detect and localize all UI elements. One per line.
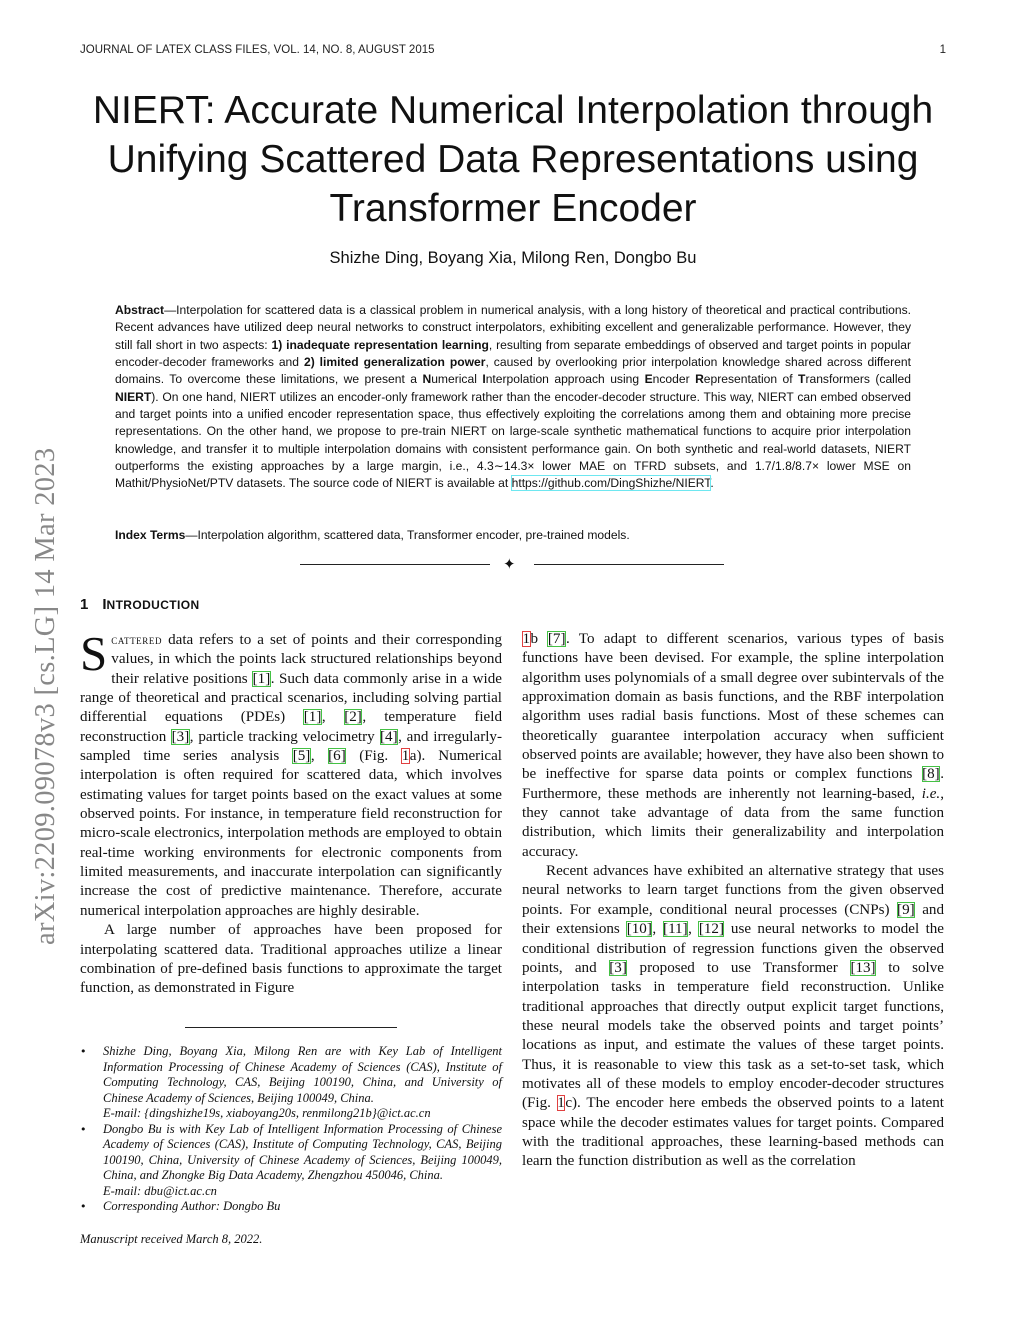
divider-line-right [534,564,724,565]
arxiv-stamp: arXiv:2209.09078v3 [cs.LG] 14 Mar 2023 [30,447,61,945]
index-terms [115,528,911,542]
right-column [522,630,944,1172]
acronym-niert: NIERT [115,389,152,404]
intro-text: use neural networks to model the conditional distribution of regression functions given the observed points, and [522,921,945,976]
page-number: 1 [939,44,946,56]
acronym-letter-e: E [644,372,653,387]
abstract-text-2: , resulting from separate embeddings of observed and target points in popular encoder-decoder frameworks and [115,337,911,370]
intro-text: . To adapt to different scenarios, various types of basis functions have been devised. For example, the spline interpolation algorithm uses polynomials of a small degree over subintervals of the approximation domain as basis functions, and the RBF interpolation algorithm uses radial basis functions. Most of these schemes can theoretically guarantee interpolation accuracy when sufficient observed points are available; however, they have also been shown to be ineffective for sparse data points or complex functions [522,631,944,783]
acronym-letter-r: R [695,372,704,387]
intro-text: data refers to a set of points and their corresponding values, in which the points lack structured relationships beyond their relative positions [111,632,502,687]
italic-ie: i.e. [921,785,941,802]
intro-paragraph-2 [80,921,502,998]
section-heading [80,596,500,613]
citation-link[interactable]: [4] [380,728,398,745]
intro-paragraph-2-cont [522,630,944,862]
journal-name: JOURNAL OF LATEX CLASS FILES, VOL. 14, NO. 8, AUGUST 2015 [80,44,435,56]
footnote-email: E-mail: {dingshizhe19s, xiaboyang20s, renmilong21b}@ict.ac.cn [103,1106,431,1120]
section-title-rest: NTRODUCTION [106,598,200,612]
bullet-icon: • [80,1045,87,1058]
citation-link[interactable]: [9] [897,901,915,918]
manuscript-received: Manuscript received March 8, 2022. [80,1232,263,1246]
drop-cap: S [80,626,108,681]
citation-link[interactable]: [10] [626,921,652,938]
footnote-email: E-mail: dbu@ict.ac.cn [103,1183,217,1198]
index-terms-dash: — [185,528,198,542]
citation-link[interactable]: [6] [328,748,346,765]
intro-text: (Fig. [346,748,402,765]
intro-text: , [688,921,699,938]
divider-line-left [300,564,490,565]
citation-link[interactable]: [2] [344,709,362,726]
abstract-bold-1: 1) inadequate representation learning [271,337,489,352]
footnote-affiliation-2 [80,1122,502,1200]
figure-link[interactable]: 1 [401,748,410,765]
section-number: 1 [80,596,89,613]
footnote-corresponding [80,1199,502,1215]
intro-text: b [530,631,548,647]
abstract-label: Abstract [115,303,165,317]
intro-text: , [310,748,328,765]
intro-text: c). The encoder here embeds the observed points to a latent space while the decoder estimates values for target points. Compared with the traditional approaches, these learning-based methods can learn the function distribution as well as the correlation [522,1095,944,1170]
acronym-rest-r: epresentation of [703,372,799,387]
acronym-rest-t: ransformers (called [805,372,912,387]
section-divider [300,554,724,574]
acronym-rest-e: ncoder [652,372,696,387]
intro-text: , they cannot take advantage of data from the same function distribution, which limits their generalizability and interpolation accuracy. [522,785,944,860]
abstract [115,302,911,493]
citation-link[interactable]: [5] [292,748,311,765]
footnote-text: Corresponding Author: Dongbo Bu [103,1199,281,1213]
acronym-letter-n: N [422,372,432,387]
citation-link[interactable]: [12] [698,921,724,938]
smallcaps-word: cattered [111,632,163,647]
abstract-text-1: Interpolation for scattered data is a classical problem in numerical analysis, with a long history of theoretical and practical contributions. Recent advances have utilized deep neural networks to construct interpolators, exhibiting excellent and generalizable performance. However, they still fall short in two aspects: [115,303,911,352]
intro-text: to solve interpolation tasks in temperature field reconstruction. Unlike traditional approaches that directly output explicit target functions, these neural models take the observed points and target points’ locations as input, and estimate the values of these target points. Thus, it is reasonable to view this task as a set-to-set task, which motivates all of these models to employ encoder-decoder structures (Fig. [522,959,944,1112]
index-terms-text: Interpolation algorithm, scattered data, Transformer encoder, pre-trained models. [197,528,630,542]
intro-text: A large number of approaches have been proposed for interpolating scattered data. Traditional approaches utilize a linear combination of pre-defined basis functions to approximate the target function, as demonstrated in Figure [80,922,502,997]
citation-link[interactable]: [11] [663,921,688,938]
intro-text: proposed to use Transformer [627,959,850,976]
citation-link[interactable]: [3] [171,728,190,745]
intro-paragraph-1 [80,626,502,921]
abstract-text-3: , caused by overlooking prior interpolation knowledge shared across different domains. To overcome these limitations, we present a [115,355,911,387]
abstract-text-5: . [710,476,714,491]
footnote-affiliation-1 [80,1044,502,1122]
acronym-letter-t: T [798,372,806,387]
citation-link[interactable]: [1] [303,709,322,726]
citation-link[interactable]: [13] [850,959,876,976]
intro-text: . Furthermore, these methods are inherently not learning-based, [522,766,944,802]
intro-text: , particle tracking velocimetry [189,728,380,745]
footnote-rule [185,1027,397,1028]
running-head [80,44,946,62]
intro-text: , temperature field reconstruction [80,709,502,745]
intro-text: , and irregularly-sampled time series analysis [80,728,502,765]
author-list: Shizhe Ding, Boyang Xia, Milong Ren, Dongbo Bu [329,249,697,267]
intro-paragraph-3 [522,862,944,1172]
paper-title: NIERT: Accurate Numerical Interpolation through Unifying Scattered Data Representations using Transformer Encoder [92,89,934,230]
citation-link[interactable]: [7] [547,631,566,647]
acronym-rest-i: nterpolation approach using [485,372,645,387]
footnote-text: Dongbo Bu is with Key Lab of Intelligent Information Processing of Chinese Academy of Sciences (CAS), Institute of Computing Technology, CAS, Beijing 100190, China, University of Chinese Academy of Sciences, Beijing 100049, China, and Zhongke Big Data Academy, Zhengzhou 450046, China. [103,1121,502,1182]
source-code-link[interactable]: https://github.com/DingShizhe/NIERT [511,476,711,491]
citation-link[interactable]: [8] [922,766,940,783]
bullet-icon: • [80,1122,87,1136]
acronym-letter-i: I [482,372,486,387]
left-column [80,626,502,999]
intro-text: , [652,921,663,938]
section-title-initial: I [102,596,107,613]
footnote-text: Shizhe Ding, Boyang Xia, Milong Ren are with Key Lab of Intelligent Information Processing of Chinese Academy of Sciences (CAS), Institute of Computing Technology, CAS, Beijing 100190, China, and University of Chinese Academy of Sciences, Beijing 100049, China. [103,1044,502,1105]
intro-text: , [321,709,344,726]
acronym-rest-n: umerical [431,372,483,387]
figure-link[interactable]: 1 [557,1095,565,1112]
citation-link[interactable]: [1] [252,670,271,687]
citation-link[interactable]: [3] [609,959,627,976]
intro-text: and their extensions [522,901,944,938]
abstract-text-4: ). On one hand, NIERT utilizes an encoder-only framework rather than the encoder-decoder structure. This way, NIERT can embed observed and target points into a unified encoder representation space, thus effectively exploiting the correlations among them and obtaining more precise representations. On the other hand, we propose to pre-train NIERT on large-scale synthetic mathematical functions to acquire prior interpolation knowledge, and transfer it to multiple interpolation domains with consistent performance gain. On both synthetic and real-world datasets, NIERT outperforms the existing approaches by a large margin, i.e., 4.3∼14.3× lower MAE on TFRD subsets, and 1.7/1.8/8.7× lower MSE on Mathit/PhysioNet/PTV datasets. The source code of NIERT is available at [115,389,911,491]
abstract-bold-2: 2) limited generalization power [303,355,486,370]
intro-text: . Such data commonly arise in a wide range of theoretical and practical scenarios, including solving partial differential equations (PDEs) [80,670,502,726]
intro-text: a). Numerical interpolation is often required for scattered data, which involves estimating values for target points based on the exact values at some observed points. For instance, in temperature field reconstruction for micro-scale electronics, interpolation methods are employed to obtain real-time working environments for electronic components from limited measurements, and inaccurate interpolation can significantly increase the cost of predictive maintenance. Therefore, accurate numerical interpolation approaches are highly desirable. [80,748,502,919]
intro-text: Recent advances have exhibited an alternative strategy that uses neural networks to learn target functions from the given observed points. For example, conditional neural processes (CNPs) [522,863,944,918]
abstract-dash: — [164,303,177,317]
footnotes [80,1044,502,1215]
bullet-icon: • [80,1200,87,1213]
figure-link[interactable]: 1 [522,631,531,647]
index-terms-label: Index Terms [115,528,186,542]
divider-diamond-icon: ✦ [503,555,516,573]
